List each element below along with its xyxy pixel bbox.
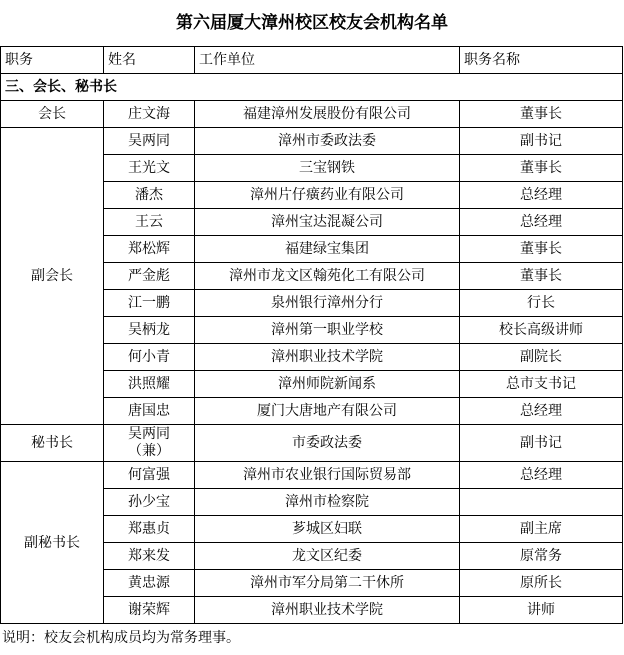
name-cell: 严金彪: [104, 263, 195, 290]
unit-cell: 漳州市检察院: [195, 489, 460, 516]
name-cell: 洪照耀: [104, 371, 195, 398]
unit-cell: 三宝钢铁: [195, 155, 460, 182]
unit-cell: 漳州市军分局第二干休所: [195, 570, 460, 597]
title-cell: 董事长: [460, 101, 623, 128]
title-cell: 总经理: [460, 462, 623, 489]
title-cell: 董事长: [460, 263, 623, 290]
role-cell: 会长: [1, 101, 104, 128]
unit-cell: 漳州第一职业学校: [195, 317, 460, 344]
unit-cell: 漳州职业技术学院: [195, 344, 460, 371]
name-cell: 郑惠贞: [104, 516, 195, 543]
unit-cell: 市委政法委: [195, 425, 460, 462]
title-cell: 副书记: [460, 425, 623, 462]
name-cell: 江一鹏: [104, 290, 195, 317]
footer-note: 说明：校友会机构成员均为常务理事。: [2, 630, 240, 646]
unit-cell: 漳州市委政法委: [195, 128, 460, 155]
title-cell: [460, 489, 623, 516]
title-cell: 总市支书记: [460, 371, 623, 398]
name-cell: 吴柄龙: [104, 317, 195, 344]
section-row: [1, 74, 623, 101]
table-row: [1, 425, 623, 462]
table-row: [1, 128, 623, 155]
title-cell: 行长: [460, 290, 623, 317]
unit-cell: 福建绿宝集团: [195, 236, 460, 263]
name-cell: 郑松辉: [104, 236, 195, 263]
name-cell: 庄文海: [104, 101, 195, 128]
roster-table: [0, 46, 623, 624]
title-cell: 总经理: [460, 398, 623, 425]
header-row: [1, 47, 623, 74]
header-position: 职务: [1, 47, 104, 74]
unit-cell: 厦门大唐地产有限公司: [195, 398, 460, 425]
table-row: [1, 462, 623, 489]
section-heading: 三、会长、秘书长: [1, 74, 623, 101]
unit-cell: 漳州职业技术学院: [195, 597, 460, 624]
name-cell: 吴两同: [104, 128, 195, 155]
unit-cell: 福建漳州发展股份有限公司: [195, 101, 460, 128]
name-cell: 谢荣辉: [104, 597, 195, 624]
unit-cell: 漳州市龙文区翰苑化工有限公司: [195, 263, 460, 290]
unit-cell: 漳州片仔癀药业有限公司: [195, 182, 460, 209]
name-cell: 郑来发: [104, 543, 195, 570]
name-cell: 黄忠源: [104, 570, 195, 597]
name-cell: 何富强: [104, 462, 195, 489]
table-row: [1, 101, 623, 128]
name-cell: 王光文: [104, 155, 195, 182]
title-cell: 副书记: [460, 128, 623, 155]
title-cell: 讲师: [460, 597, 623, 624]
unit-cell: 芗城区妇联: [195, 516, 460, 543]
role-cell: 秘书长: [1, 425, 104, 462]
name-cell: 何小青: [104, 344, 195, 371]
name-cell: 王云: [104, 209, 195, 236]
header-unit: 工作单位: [195, 47, 460, 74]
title-cell: 原常务: [460, 543, 623, 570]
role-cell: 副秘书长: [1, 462, 104, 624]
title-cell: 校长高级讲师: [460, 317, 623, 344]
title-cell: 董事长: [460, 155, 623, 182]
name-cell: 吴两同 （兼）: [104, 425, 195, 462]
name-cell: 潘杰: [104, 182, 195, 209]
unit-cell: 龙文区纪委: [195, 543, 460, 570]
roster-body: [1, 47, 623, 624]
title-cell: 总经理: [460, 182, 623, 209]
unit-cell: 漳州市农业银行国际贸易部: [195, 462, 460, 489]
name-cell: 唐国忠: [104, 398, 195, 425]
title-cell: 副院长: [460, 344, 623, 371]
name-cell: 孙少宝: [104, 489, 195, 516]
unit-cell: 漳州宝达混凝公司: [195, 209, 460, 236]
title-cell: 原所长: [460, 570, 623, 597]
title-cell: 董事长: [460, 236, 623, 263]
role-cell: 副会长: [1, 128, 104, 425]
title-cell: 总经理: [460, 209, 623, 236]
unit-cell: 泉州银行漳州分行: [195, 290, 460, 317]
page-title: 第六届厦大漳州校区校友会机构名单: [176, 13, 448, 33]
unit-cell: 漳州师院新闻系: [195, 371, 460, 398]
title-cell: 副主席: [460, 516, 623, 543]
header-title: 职务名称: [460, 47, 623, 74]
header-name: 姓名: [104, 47, 195, 74]
